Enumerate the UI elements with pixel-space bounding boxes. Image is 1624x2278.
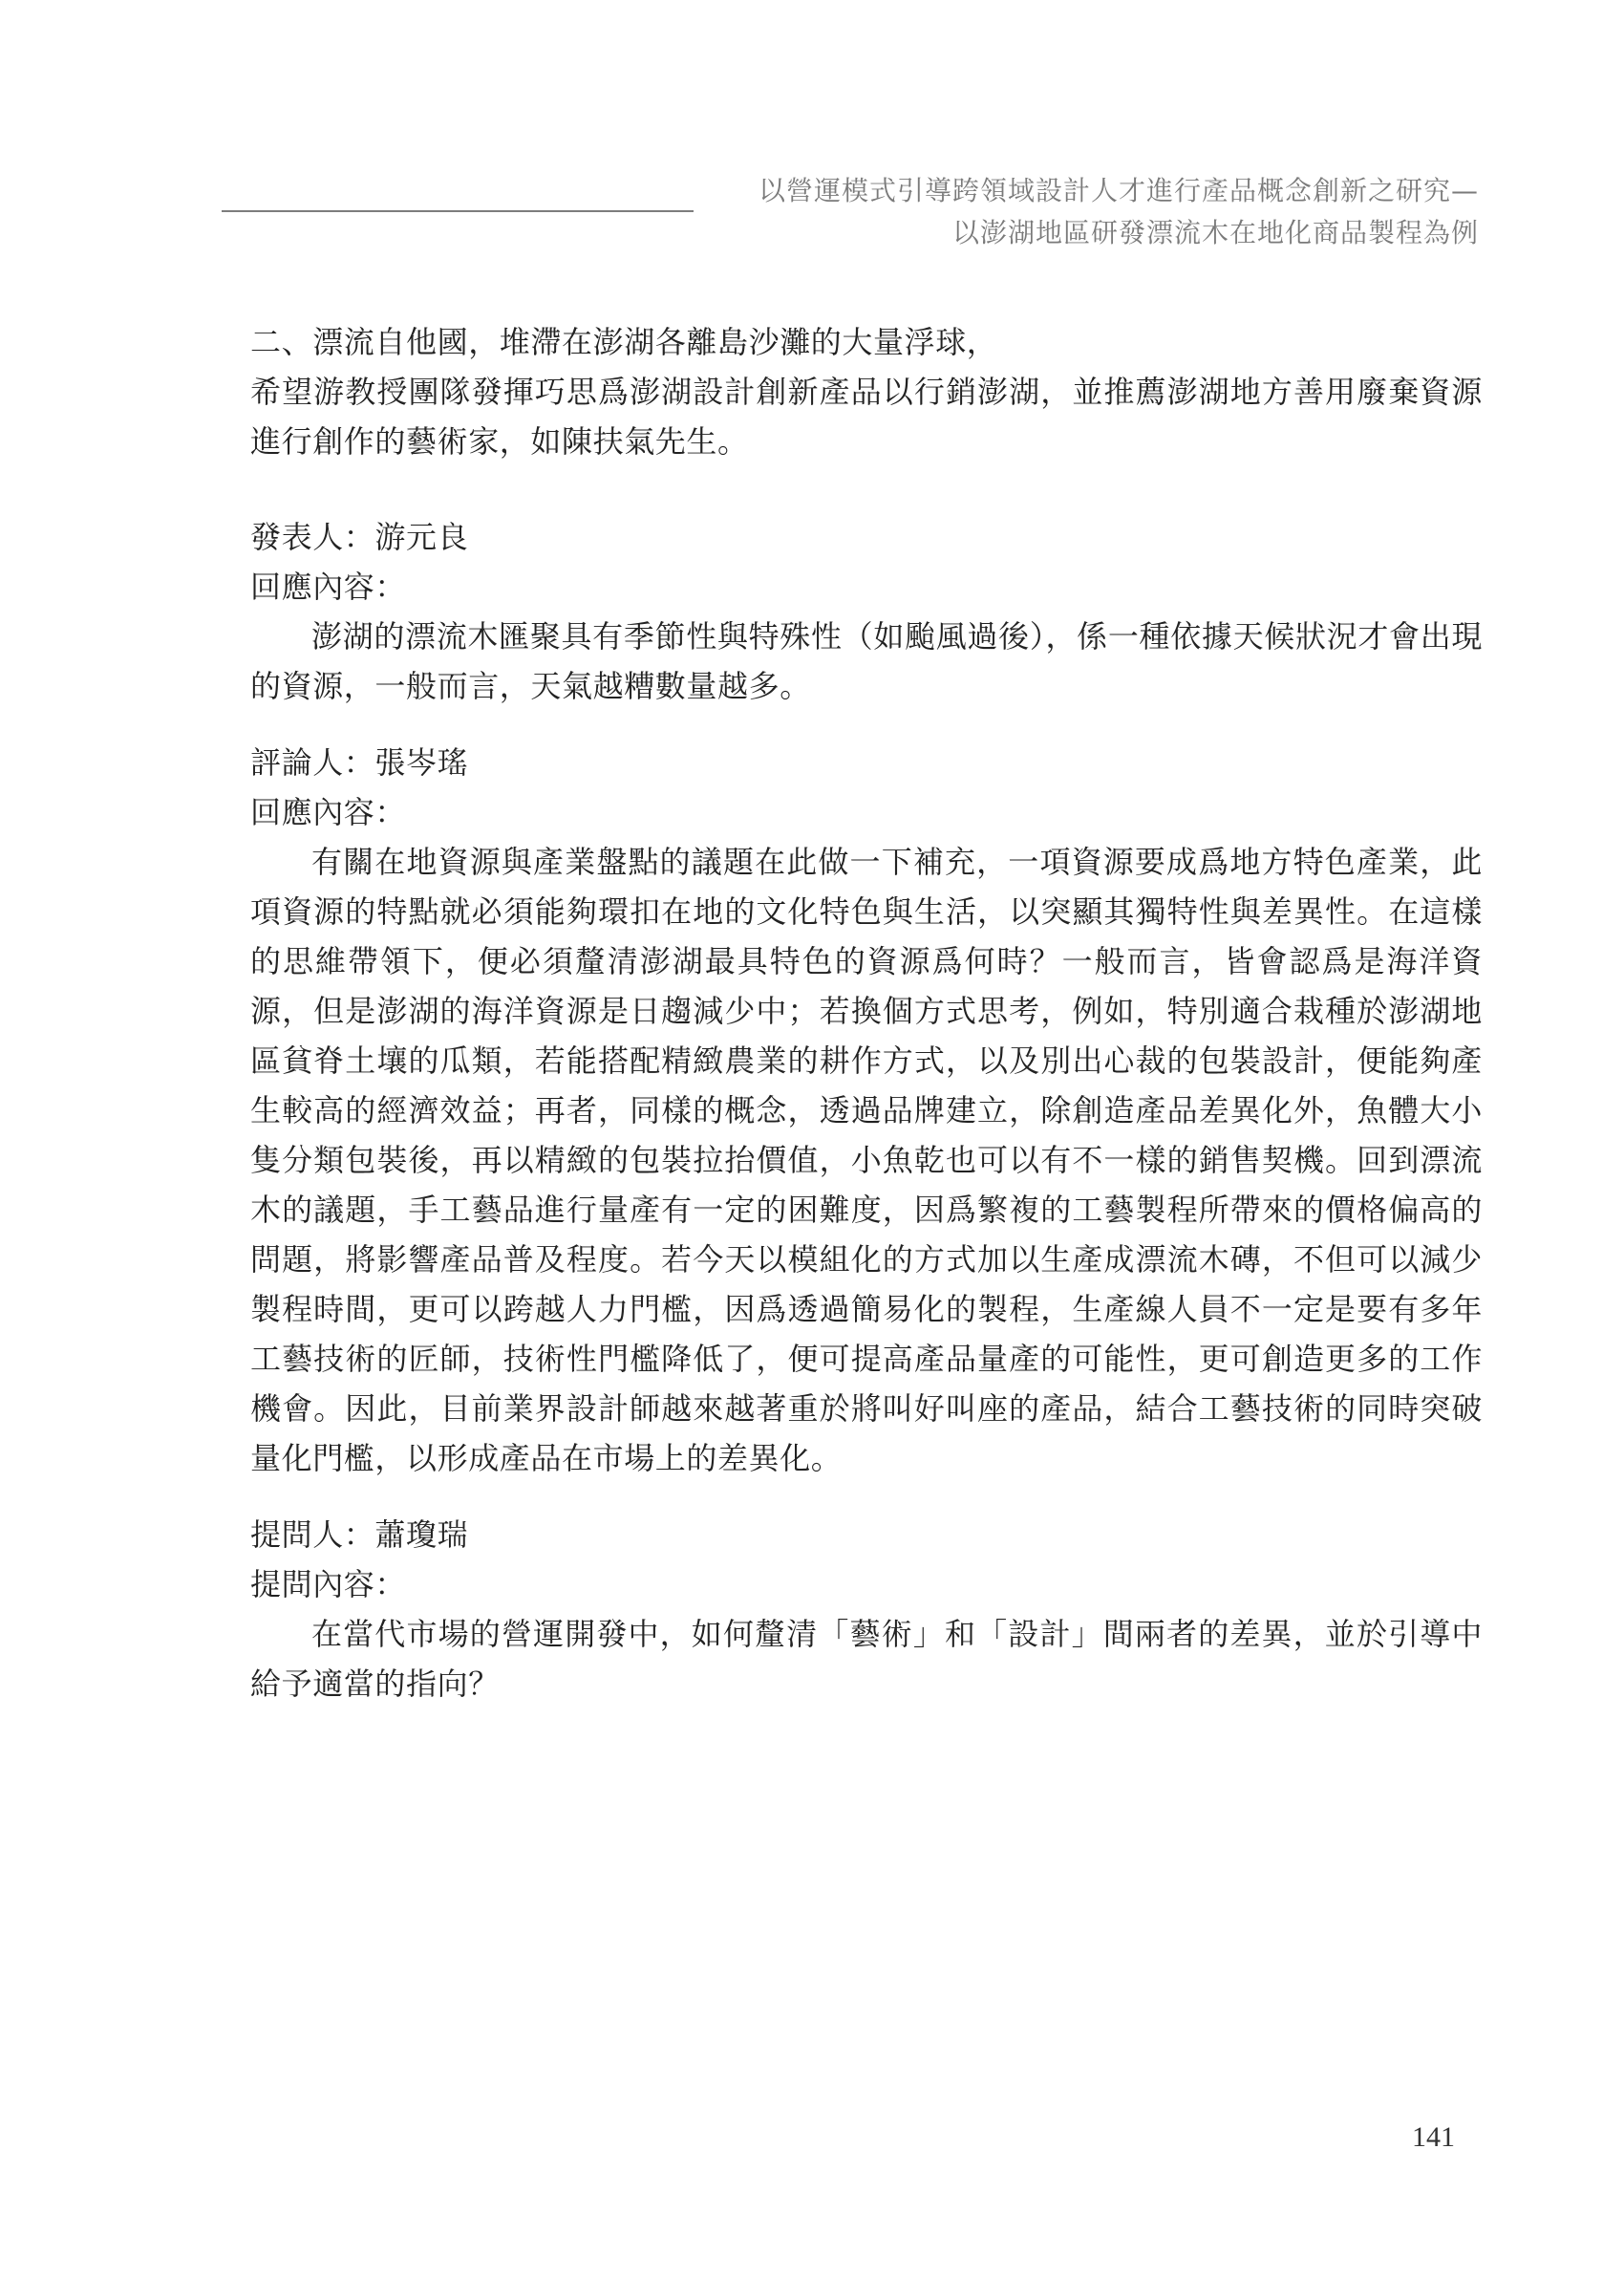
running-header-line2: 以澎湖地區研發漂流木在地化商品製程為例 bbox=[951, 217, 1479, 248]
questioner-question-text: 在當代市場的營運開發中，如何釐清「藝術」和「設計」間兩者的差異，並於引導中給予適當的指向？ bbox=[250, 1616, 1483, 1702]
questioner-name: 提問人：蕭瓊瑞 bbox=[250, 1516, 469, 1553]
questioner-question-label: 提問內容： bbox=[250, 1566, 407, 1602]
presenter-response-label: 回應內容： bbox=[250, 569, 407, 605]
running-header bbox=[759, 170, 1479, 254]
commentator-response-text: 有關在地資源與產業盤點的議題在此做一下補充，一項資源要成爲地方特色產業，此項資源的特點就必須能夠環扣在地的文化特色與生活，以突顯其獨特性與差異性。在這樣的思維帶領下，便必須釐清澎湖最具特色的資源爲何時？一般而言，皆會認爲是海洋資源，但是澎湖的海洋資源是日趨減少中；若換個方式思考，例如，特別適合栽種於澎湖地區貧脊土壤的瓜類，若能搭配精緻農業的耕作方式，以及別出心裁的包裝設計，便能夠產生較高的經濟效益；再者，同樣的概念，透過品牌建立，除創造產品差異化外，魚體大小隻分類包裝後，再以精緻的包裝拉抬價值，小魚乾也可以有不一樣的銷售契機。回到漂流木的議題，手工藝品進行量產有一定的困難度，因爲繁複的工藝製程所帶來的價格偏高的問題，將影響產品普及程度。若今天以模組化的方式加以生產成漂流木磚，不但可以減少製程時間，更可以跨越人力門檻，因爲透過簡易化的製程，生產線人員不一定是要有多年工藝技術的匠師，技術性門檻降低了，便可提高產品量產的可能性，更可創造更多的工作機會。因此，目前業界設計師越來越著重於將叫好叫座的產品，結合工藝技術的同時突破量化門檻，以形成產品在市場上的差異化。 bbox=[250, 844, 1483, 1476]
header-rule bbox=[222, 210, 694, 212]
page-number: 141 bbox=[1412, 2121, 1455, 2153]
presenter-response-text: 澎湖的漂流木匯聚具有季節性與特殊性（如颱風過後），係一種依據天候狀況才會出現的資源，一般而言，天氣越糟數量越多。 bbox=[250, 618, 1483, 704]
intro-text: 希望游教授團隊發揮巧思爲澎湖設計創新產品以行銷澎湖，並推薦澎湖地方善用廢棄資源進行創作的藝術家，如陳扶氣先生。 bbox=[250, 374, 1483, 460]
document-body bbox=[250, 317, 1483, 1708]
intro-heading: 二、漂流自他國，堆滯在澎湖各離島沙灘的大量浮球， bbox=[250, 324, 998, 360]
running-header-line1: 以營運模式引導跨領域設計人才進行產品概念創新之研究— bbox=[758, 175, 1479, 206]
presenter-name: 發表人：游元良 bbox=[250, 519, 469, 555]
commentator-name: 評論人：張岑瑤 bbox=[250, 744, 469, 781]
commentator-response-label: 回應內容： bbox=[250, 794, 407, 830]
